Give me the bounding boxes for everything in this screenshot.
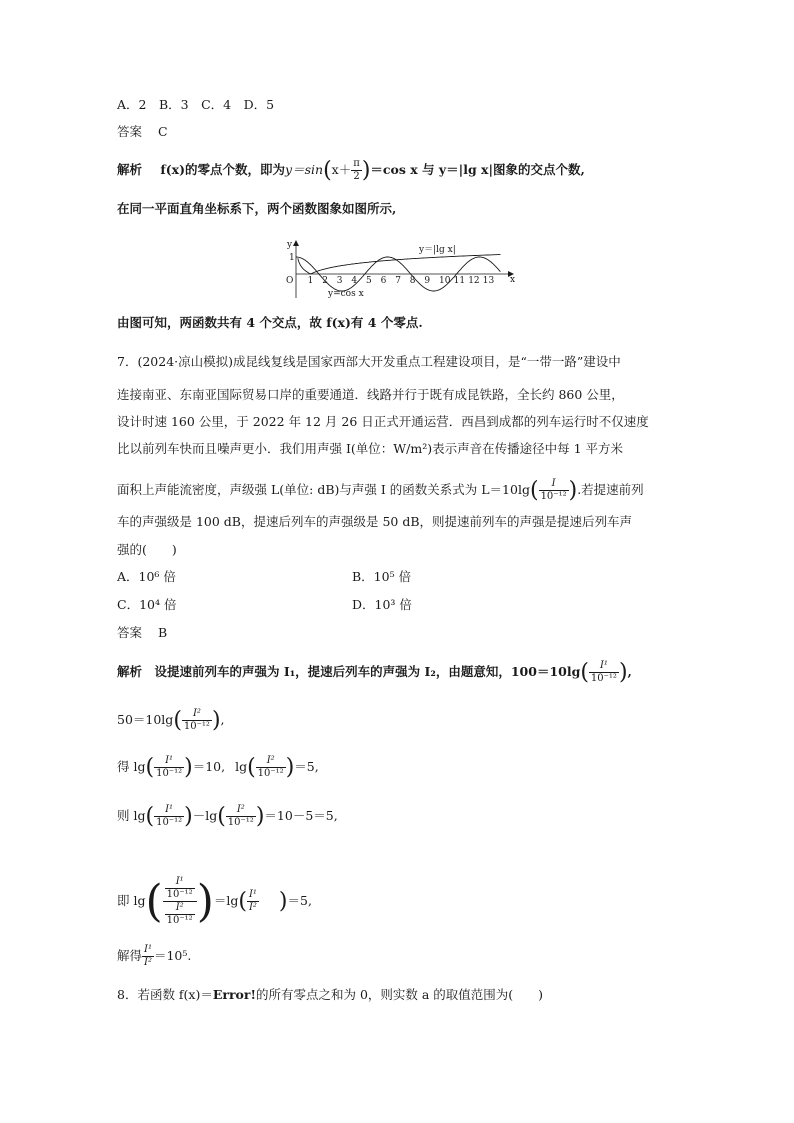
q7-line-5-text: 面积上声能流密度，声级强 L(单位: dB)与声强 I 的函数关系式为 L＝10lg bbox=[117, 482, 530, 497]
paren-close: ) bbox=[285, 754, 295, 780]
solve-text: 解得 bbox=[117, 948, 143, 963]
paren-close: ) bbox=[196, 875, 214, 927]
cos-curve-label: y=cos x bbox=[328, 289, 364, 299]
comma: , bbox=[220, 712, 225, 727]
y-one-label: 1 bbox=[289, 253, 295, 263]
lg-text: lg bbox=[235, 759, 248, 774]
analysis-text-end: ＝cos x 与 y＝|lg x|图象的交点个数, bbox=[370, 162, 585, 177]
q8-line bbox=[117, 986, 543, 1004]
x-tick-8: 8 bbox=[409, 276, 416, 286]
x-tick-10: 10 bbox=[439, 276, 451, 286]
paren-close: ) bbox=[568, 477, 578, 503]
a7-line-5-text: 即 lg bbox=[117, 893, 146, 908]
equals-ten: ＝10, bbox=[192, 759, 226, 774]
analysis-label: 解析 bbox=[117, 162, 143, 177]
frac-i2: $\frac{\text{I²}}{\text{10⁻¹²}}$ bbox=[257, 755, 284, 779]
q7-option-a: A．10⁶ 倍 bbox=[117, 569, 176, 584]
answer-value: B bbox=[158, 625, 168, 640]
q7-option-d: D．10³ 倍 bbox=[352, 597, 412, 612]
lg-curve bbox=[298, 255, 501, 274]
paren-open: ( bbox=[217, 803, 226, 829]
a7-line-2 bbox=[117, 708, 225, 733]
paren-close: ) bbox=[278, 888, 288, 914]
pi-over-two: $\frac{\pi}{2}$ bbox=[353, 158, 360, 182]
comma: , bbox=[627, 664, 632, 679]
y-axis-arrow bbox=[293, 240, 299, 246]
y-axis-label: y bbox=[287, 240, 293, 250]
paren-open: ( bbox=[580, 659, 589, 685]
x-tick-7: 7 bbox=[395, 276, 401, 286]
paren-open: ( bbox=[145, 803, 155, 829]
x-tick-labels bbox=[308, 276, 495, 286]
a7-line-5 bbox=[117, 876, 312, 927]
analysis-1-line-1 bbox=[117, 158, 585, 183]
equals-five: ＝5, bbox=[287, 893, 312, 908]
paren-open: ( bbox=[238, 888, 247, 914]
previous-options: A．2 B．3 C．4 D．5 bbox=[117, 97, 275, 112]
x-tick-5: 5 bbox=[366, 276, 372, 286]
q7-line-5 bbox=[117, 478, 644, 503]
x-axis-label: x bbox=[510, 275, 516, 285]
q7-line-4: 比以前列车快而且噪声更小．我们用声强 I(单位：W/m²)表示声音在传播途径中每 1 平方米 bbox=[117, 441, 623, 456]
frac-i2: $\frac{\text{I²}}{\text{10⁻¹²}}$ bbox=[227, 804, 254, 828]
paren-close: ) bbox=[361, 157, 371, 183]
x-tick-4: 4 bbox=[351, 276, 358, 286]
paren-close: ) bbox=[618, 659, 628, 685]
frac-i1: $\frac{\text{I¹}}{\text{10⁻¹²}}$ bbox=[156, 755, 183, 779]
lg-curve-label: y＝|lg x| bbox=[419, 245, 456, 255]
error-field: Error! bbox=[212, 987, 256, 1002]
a7-line-2-text: 50＝10lg bbox=[117, 712, 174, 727]
q7-fraction: $\frac{I}{\text{10⁻¹²}}$ bbox=[540, 478, 567, 502]
q7-line-5-end: .若提速前列 bbox=[577, 482, 644, 497]
x-tick-13: 13 bbox=[482, 276, 495, 286]
x-tick-2: 2 bbox=[322, 276, 328, 286]
frac-i2: $\frac{\text{I²}}{\text{10⁻¹²}}$ bbox=[183, 708, 210, 732]
function-graph bbox=[282, 238, 514, 300]
x-tick-6: 6 bbox=[380, 276, 387, 286]
equals-lg: ＝lg bbox=[213, 893, 239, 908]
formula-sin: y＝sin bbox=[285, 162, 324, 177]
q8-text-end: 的所有零点之和为 0，则实数 a 的取值范围为( ) bbox=[255, 987, 544, 1002]
q7-option-b: B．10⁵ 倍 bbox=[352, 569, 412, 584]
paren-close: ) bbox=[184, 803, 193, 829]
formula-x: x＋ bbox=[331, 162, 352, 177]
equals-five: ＝5, bbox=[294, 759, 319, 774]
paren-open: ( bbox=[323, 157, 332, 183]
q7-option-c: C．10⁴ 倍 bbox=[117, 597, 177, 612]
q7-line-2: 连接南亚、东南亚国际贸易口岸的重要通道．线路并行于既有成昆铁路，全长约 860 公里， bbox=[117, 387, 624, 402]
paren-open: ( bbox=[173, 707, 182, 733]
x-tick-1: 1 bbox=[307, 276, 314, 286]
a7-line-3-text: 得 lg bbox=[117, 759, 146, 774]
answer-label: 答案 bbox=[117, 625, 143, 640]
analysis-1-conclusion: 由图可知，两函数共有 4 个交点，故 f(x)有 4 个零点. bbox=[117, 315, 423, 330]
answer-7 bbox=[117, 624, 167, 642]
a7-line-1 bbox=[117, 660, 632, 685]
paren-close: ) bbox=[184, 754, 193, 780]
x-tick-11: 11 bbox=[453, 276, 466, 286]
frac-i1-i2: $\frac{\text{I¹}}{\text{I²}}$ bbox=[248, 889, 257, 913]
a7-line-3 bbox=[117, 755, 319, 780]
q7-line-1: 7．(2024·凉山模拟)成昆线复线是国家西部大开发重点工程建设项目，是“一带一路”建设中 bbox=[117, 354, 621, 369]
paren-close: ) bbox=[211, 707, 221, 733]
a7-line-4 bbox=[117, 804, 338, 829]
x-tick-12: 12 bbox=[468, 276, 480, 286]
paren-open: ( bbox=[529, 477, 539, 503]
analysis-1-line-2: 在同一平面直角坐标系下，两个函数图象如图所示, bbox=[117, 201, 397, 216]
result: ＝10－5＝5, bbox=[264, 808, 338, 823]
result: ＝10⁵. bbox=[153, 948, 192, 963]
a7-line-6 bbox=[117, 944, 191, 969]
q8-text: 8．若函数 f(x)＝ bbox=[117, 987, 213, 1002]
a7-line-4-text: 则 lg bbox=[117, 808, 146, 823]
paren-close: ) bbox=[255, 803, 265, 829]
minus-lg: －lg bbox=[192, 808, 218, 823]
frac-i1: $\frac{\text{I¹}}{\text{10⁻¹²}}$ bbox=[156, 804, 183, 828]
q7-line-3: 设计时速 160 公里，于 2022 年 12 月 26 日正式开通运营．西昌到成都的列车运行时不仅速度 bbox=[117, 414, 649, 429]
paren-open: ( bbox=[145, 875, 163, 927]
x-tick-9: 9 bbox=[424, 276, 431, 286]
answer-value: C bbox=[158, 124, 168, 139]
paren-open: ( bbox=[247, 754, 256, 780]
q7-line-7: 强的( ) bbox=[117, 542, 177, 557]
previous-answer bbox=[117, 123, 168, 141]
frac-i1: $\frac{\text{I¹}}{\text{10⁻¹²}}$ bbox=[590, 660, 617, 684]
answer-label: 答案 bbox=[117, 124, 143, 139]
x-tick-3: 3 bbox=[336, 276, 343, 286]
q7-line-6: 车的声强级是 100 dB，提速后列车的声强级是 50 dB，则提速前列车的声强是提速后列车声 bbox=[117, 514, 633, 529]
frac-i1-i2: $\frac{\text{I¹}}{\text{I²}}$ bbox=[144, 944, 152, 968]
compound-fraction: $\frac{\frac{\text{I¹}}{\text{10⁻¹²}}}{\frac{\text{I²}}{\text{10⁻¹²}}}$ bbox=[163, 876, 197, 927]
origin-label: O bbox=[286, 276, 294, 286]
analysis-text: f(x)的零点个数，即为 bbox=[160, 162, 286, 177]
a7-line-1-text: 解析 设提速前列车的声强为 I₁，提速后列车的声强为 I₂，由题意知，100＝10lg bbox=[117, 664, 581, 679]
paren-open: ( bbox=[145, 754, 155, 780]
